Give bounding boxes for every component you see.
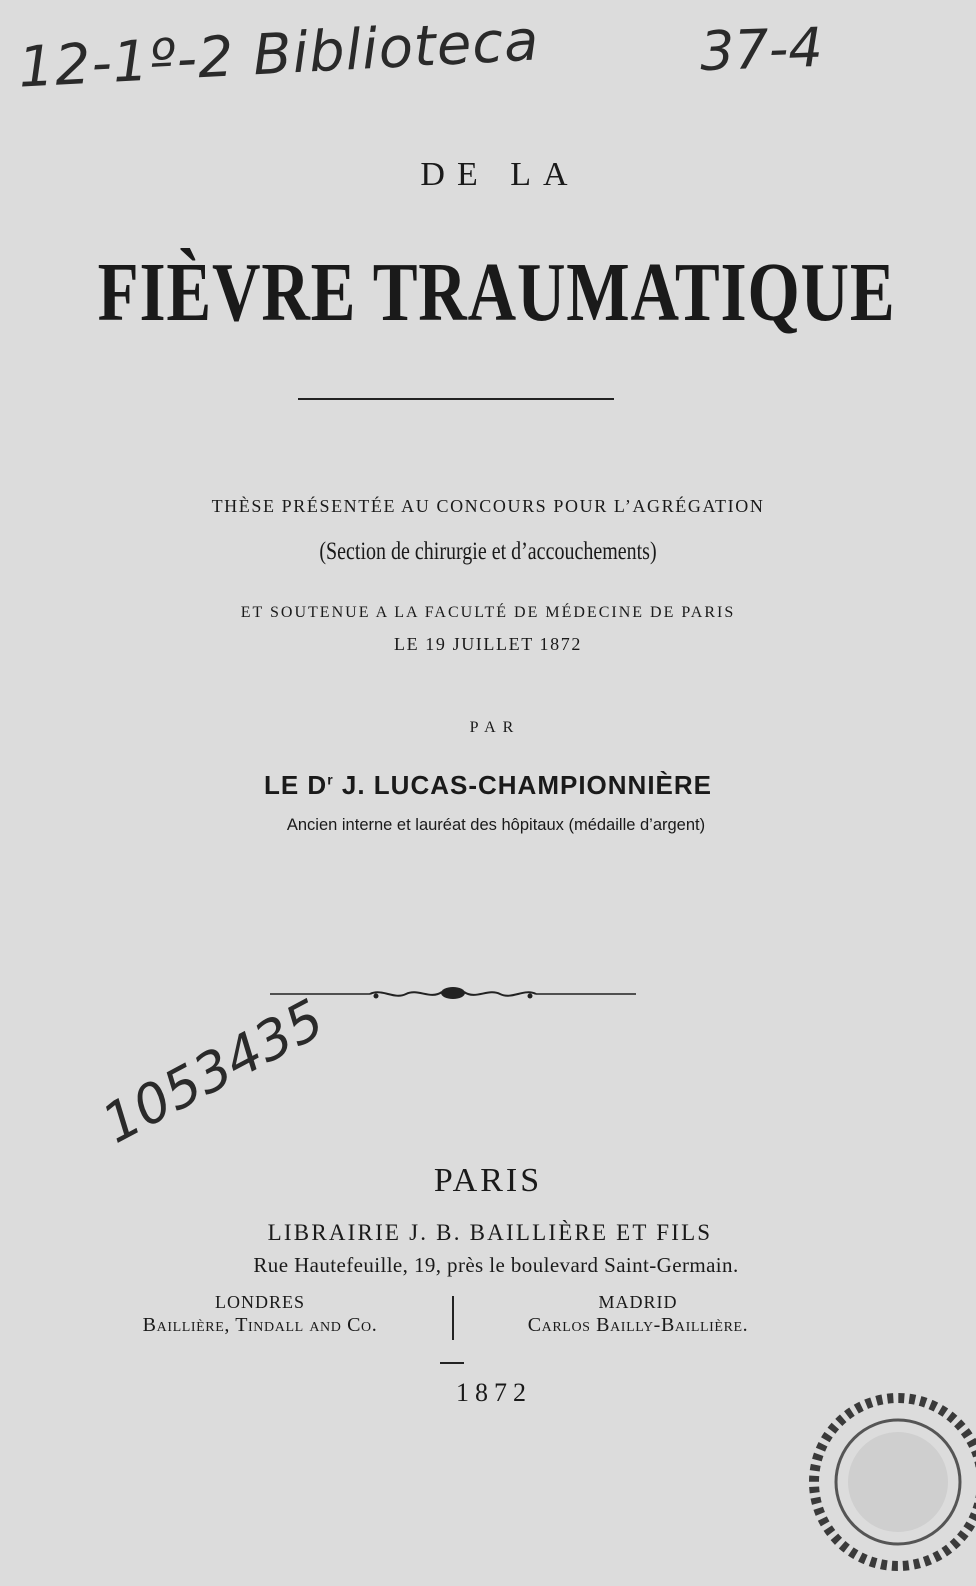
publisher-city: PARIS [433,1162,543,1199]
branch-madrid-city: MADRID [598,1292,678,1312]
year-rule [440,1362,464,1364]
handwritten-shelfmark: 12-1º-2 Biblioteca [16,8,541,101]
author-name [0,770,976,801]
ornament-divider [270,982,636,1006]
thesis-line-2: (Section de chirurgie et d’accouchements) [319,538,657,565]
by-label: PAR [469,719,521,736]
author-credentials: Ancien interne et lauréat des hôpitaux (médaille d’argent) [286,816,706,834]
thesis-line-4: LE 19 JUILLET 1872 [394,634,582,654]
publisher-name: LIBRAIRIE J. B. BAILLIÈRE ET FILS [267,1220,713,1245]
author-name-superscript: r [327,771,334,788]
branch-london-city: LONDRES [214,1292,305,1312]
author-name-rest: J. LUCAS-CHAMPIONNIÈRE [333,770,713,800]
publisher-address: Rue Hautefeuille, 19, près le boulevard Saint-Germain. [253,1253,739,1277]
page-title: FIÈVRE TRAUMATIQUE [97,246,896,339]
thesis-line-1: THÈSE PRÉSENTÉE AU CONCOURS POUR L’AGRÉGATION [211,496,765,516]
author-name-prefix: LE D [263,770,328,800]
publication-year: 1872 [456,1378,532,1407]
title-rule [298,398,614,400]
library-stamp [786,1360,976,1586]
handwritten-shelf-number: 37-4 [698,15,824,84]
handwritten-inventory-number: 1053435 [92,987,334,1156]
branch-madrid-name: Carlos Bailly-Baillière. [527,1314,749,1336]
branch-separator [452,1296,454,1340]
branch-london-name: Baillière, Tindall and Co. [142,1314,378,1336]
thesis-line-3: ET SOUTENUE A LA FACULTÉ DE MÉDECINE DE PARIS [240,604,736,621]
title-preamble: DE LA [420,156,580,193]
